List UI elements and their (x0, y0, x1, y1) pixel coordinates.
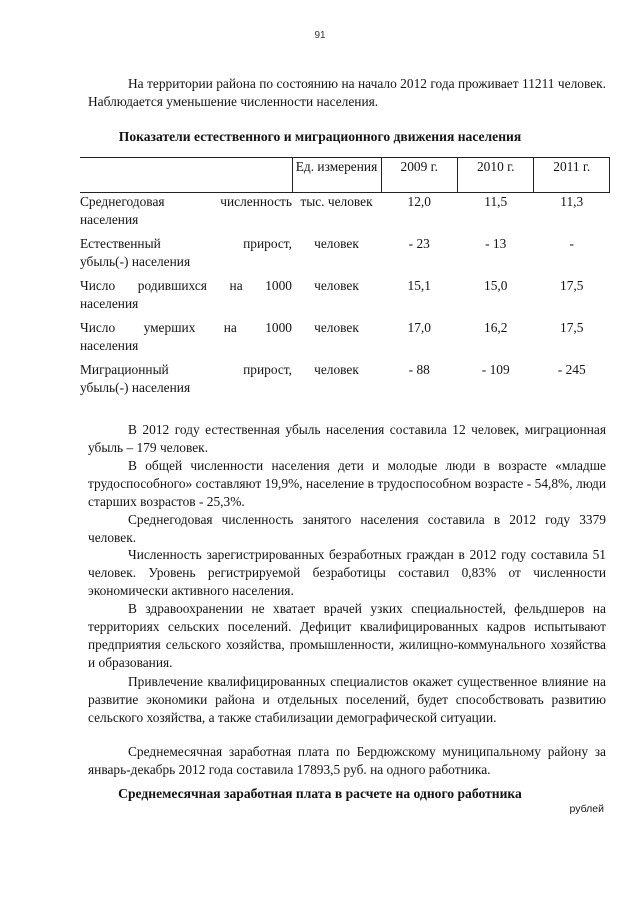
indicator-name-rest: населения (80, 296, 139, 311)
row-unit: человек (314, 320, 359, 335)
row-unit: человек (314, 236, 359, 251)
indicator-name-rest: убыль(-) населения (80, 380, 191, 395)
row-indicator-name (80, 319, 292, 361)
indicator-word: 1000 (265, 278, 292, 293)
row-value: 16,2 (484, 320, 508, 335)
paragraph-1: В 2012 году естественная убыль населения составила 12 человек, миграционная убыль – 179 человек. (88, 422, 606, 455)
indicator-name-line (80, 193, 292, 211)
table-title: Показатели естественного и миграционного движения населения (118, 129, 522, 144)
indicator-word: Естественный (80, 236, 161, 251)
header-name-cell (80, 158, 292, 193)
header-year-2010: 2010 г. (457, 158, 533, 193)
row-value: 11,5 (484, 194, 508, 209)
indicator-word: прирост, (243, 362, 292, 377)
row-unit: человек (314, 362, 359, 377)
population-table (80, 157, 610, 403)
indicator-word: численность (220, 194, 292, 209)
salary-title: Среднемесячная заработная плата в расчете на одного работника (118, 786, 522, 801)
table-header-row (80, 158, 610, 193)
paragraph-4: Численность зарегистрированных безработных граждан в 2012 году составила 51 человек. Уровень регистрируемой безработицы составил 0,83% от численности экономически активного населения. (88, 547, 606, 598)
row-value: 17,0 (407, 320, 431, 335)
page-number: 91 (314, 30, 326, 41)
indicator-word: умерших (143, 320, 196, 335)
salary-unit: рублей (569, 803, 604, 815)
indicator-word: 1000 (265, 320, 292, 335)
indicator-name-rest: населения (80, 212, 139, 227)
row-value: 17,5 (560, 278, 584, 293)
indicator-word: на (223, 320, 237, 335)
table-row (80, 235, 610, 277)
indicator-name-line (80, 361, 292, 379)
table-row (80, 361, 610, 403)
row-value: - 23 (408, 236, 430, 251)
intro-paragraph: На территории района по состоянию на начало 2012 года проживает 11211 человек. Наблюдается уменьшение численности населения. (88, 76, 606, 109)
header-year-2011: 2011 г. (534, 158, 610, 193)
header-unit: Ед. измерения (292, 158, 381, 193)
indicator-name-line (80, 277, 292, 295)
row-indicator-name (80, 277, 292, 319)
table-body (80, 193, 610, 404)
row-value: - 88 (408, 362, 430, 377)
indicator-name-line (80, 319, 292, 337)
indicator-word: Число (80, 278, 116, 293)
row-value: 12,0 (407, 194, 431, 209)
row-indicator-name (80, 361, 292, 403)
indicator-name-line (80, 235, 292, 253)
row-value: 11,3 (560, 194, 584, 209)
paragraph-6: Привлечение квалифицированных специалистов окажет существенное влияние на развитие экономики района и отдельных поселений, будет способствовать развитию сельского хозяйства, а также стабилизации демографической ситуации. (88, 674, 606, 725)
indicator-word: родившихся (137, 278, 207, 293)
row-value: - 13 (485, 236, 507, 251)
row-value: 15,0 (484, 278, 508, 293)
row-unit: тыс. человек (300, 194, 373, 209)
row-value: - 245 (557, 362, 586, 377)
indicator-word: Миграционный (80, 362, 169, 377)
paragraph-7: Среднемесячная заработная плата по Бердюжскому муниципальному району за январь-декабрь 2012 года составила 17893,5 руб. на одного работника. (88, 744, 606, 777)
table-row (80, 319, 610, 361)
indicator-word: Среднегодовая (80, 194, 165, 209)
table-row (80, 193, 610, 236)
row-indicator-name (80, 235, 292, 277)
indicator-name-rest: населения (80, 338, 139, 353)
indicator-word: прирост, (243, 236, 292, 251)
row-value: 15,1 (407, 278, 431, 293)
indicator-word: Число (80, 320, 116, 335)
paragraph-2: В общей численности населения дети и молодые люди в возрасте «младше трудоспособного» составляют 19,9%, население в трудоспособном возрасте - 54,8%, люди старших возрастов - 25,3%. (88, 458, 606, 509)
row-value: 17,5 (560, 320, 584, 335)
indicator-name-rest: убыль(-) населения (80, 254, 191, 269)
indicator-word: на (229, 278, 243, 293)
row-indicator-name (80, 193, 292, 236)
table-row (80, 277, 610, 319)
header-year-2009: 2009 г. (381, 158, 457, 193)
paragraph-5: В здравоохранении не хватает врачей узких специальностей, фельдшеров на территориях сельских поселений. Дефицит квалифицированных кадров испытывают предприятия сельского хозяйства, промышленности, жилищно-коммунального хозяйства и образования. (88, 601, 606, 670)
row-unit: человек (314, 278, 359, 293)
row-value: - 109 (481, 362, 510, 377)
paragraph-3: Среднегодовая численность занятого населения составила в 2012 году 3379 человек. (88, 512, 606, 545)
row-value: - (569, 236, 574, 251)
